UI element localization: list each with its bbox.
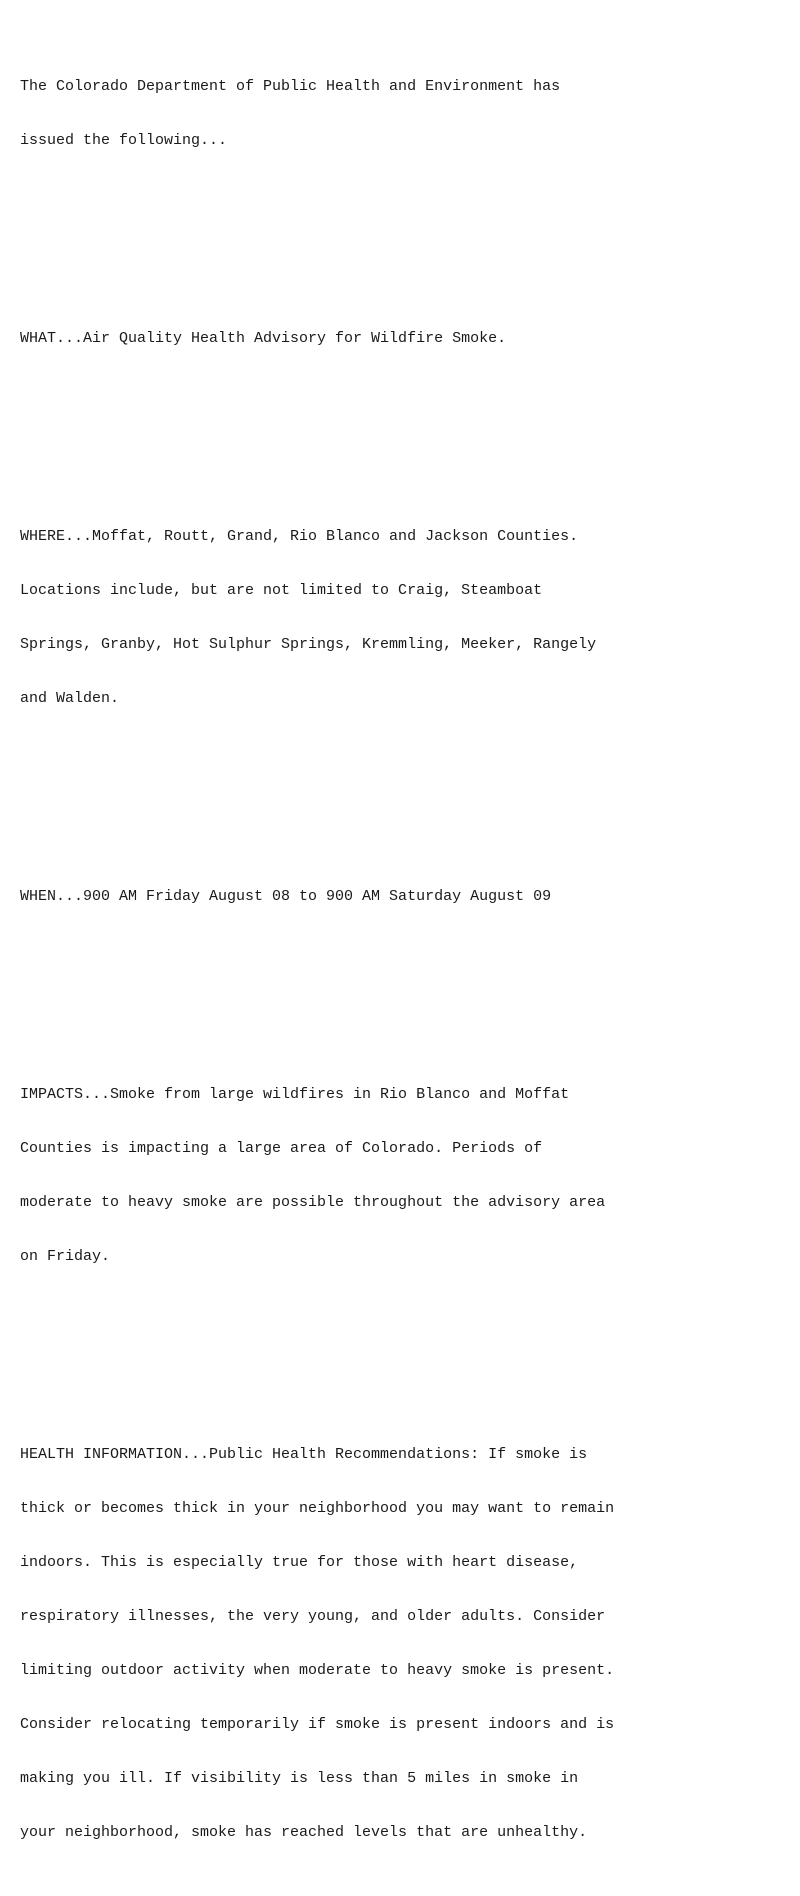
- text-line: WHAT...Air Quality Health Advisory for Wildfire Smoke.: [20, 330, 507, 347]
- paragraph-gap: [20, 1338, 614, 1356]
- text-line: issued the following...: [20, 132, 228, 149]
- text-line: The Colorado Department of Public Health and Environment has: [20, 78, 561, 95]
- where-paragraph: [20, 492, 614, 744]
- text-line: making you ill. If visibility is less than 5 miles in smoke in: [20, 1770, 579, 1787]
- when-paragraph: [20, 852, 614, 942]
- text-line: your neighborhood, smoke has reached levels that are unhealthy.: [20, 1824, 588, 1841]
- text-line: WHEN...900 AM Friday August 08 to 900 AM Saturday August 09: [20, 888, 552, 905]
- advisory-document: [20, 6, 614, 1896]
- text-line: limiting outdoor activity when moderate to heavy smoke is present.: [20, 1662, 615, 1679]
- paragraph-gap: [20, 780, 614, 798]
- text-line: thick or becomes thick in your neighborhood you may want to remain: [20, 1500, 615, 1517]
- text-line: respiratory illnesses, the very young, and older adults. Consider: [20, 1608, 606, 1625]
- text-line: IMPACTS...Smoke from large wildfires in Rio Blanco and Moffat: [20, 1086, 570, 1103]
- text-line: Locations include, but are not limited to Craig, Steamboat: [20, 582, 543, 599]
- text-line: and Walden.: [20, 690, 120, 707]
- impacts-paragraph: [20, 1050, 614, 1302]
- text-line: WHERE...Moffat, Routt, Grand, Rio Blanco and Jackson Counties.: [20, 528, 579, 545]
- text-line: Counties is impacting a large area of Colorado. Periods of: [20, 1140, 543, 1157]
- what-paragraph: [20, 294, 614, 384]
- text-line: HEALTH INFORMATION...Public Health Recommendations: If smoke is: [20, 1446, 588, 1463]
- paragraph-gap: [20, 222, 614, 240]
- text-line: Springs, Granby, Hot Sulphur Springs, Kremmling, Meeker, Rangely: [20, 636, 597, 653]
- text-line: moderate to heavy smoke are possible throughout the advisory area: [20, 1194, 606, 1211]
- intro-paragraph: [20, 42, 614, 186]
- paragraph-gap: [20, 420, 614, 438]
- text-line: on Friday.: [20, 1248, 111, 1265]
- health-information-paragraph: [20, 1410, 614, 1878]
- paragraph-gap: [20, 978, 614, 996]
- text-line: indoors. This is especially true for those with heart disease,: [20, 1554, 579, 1571]
- text-line: Consider relocating temporarily if smoke is present indoors and is: [20, 1716, 615, 1733]
